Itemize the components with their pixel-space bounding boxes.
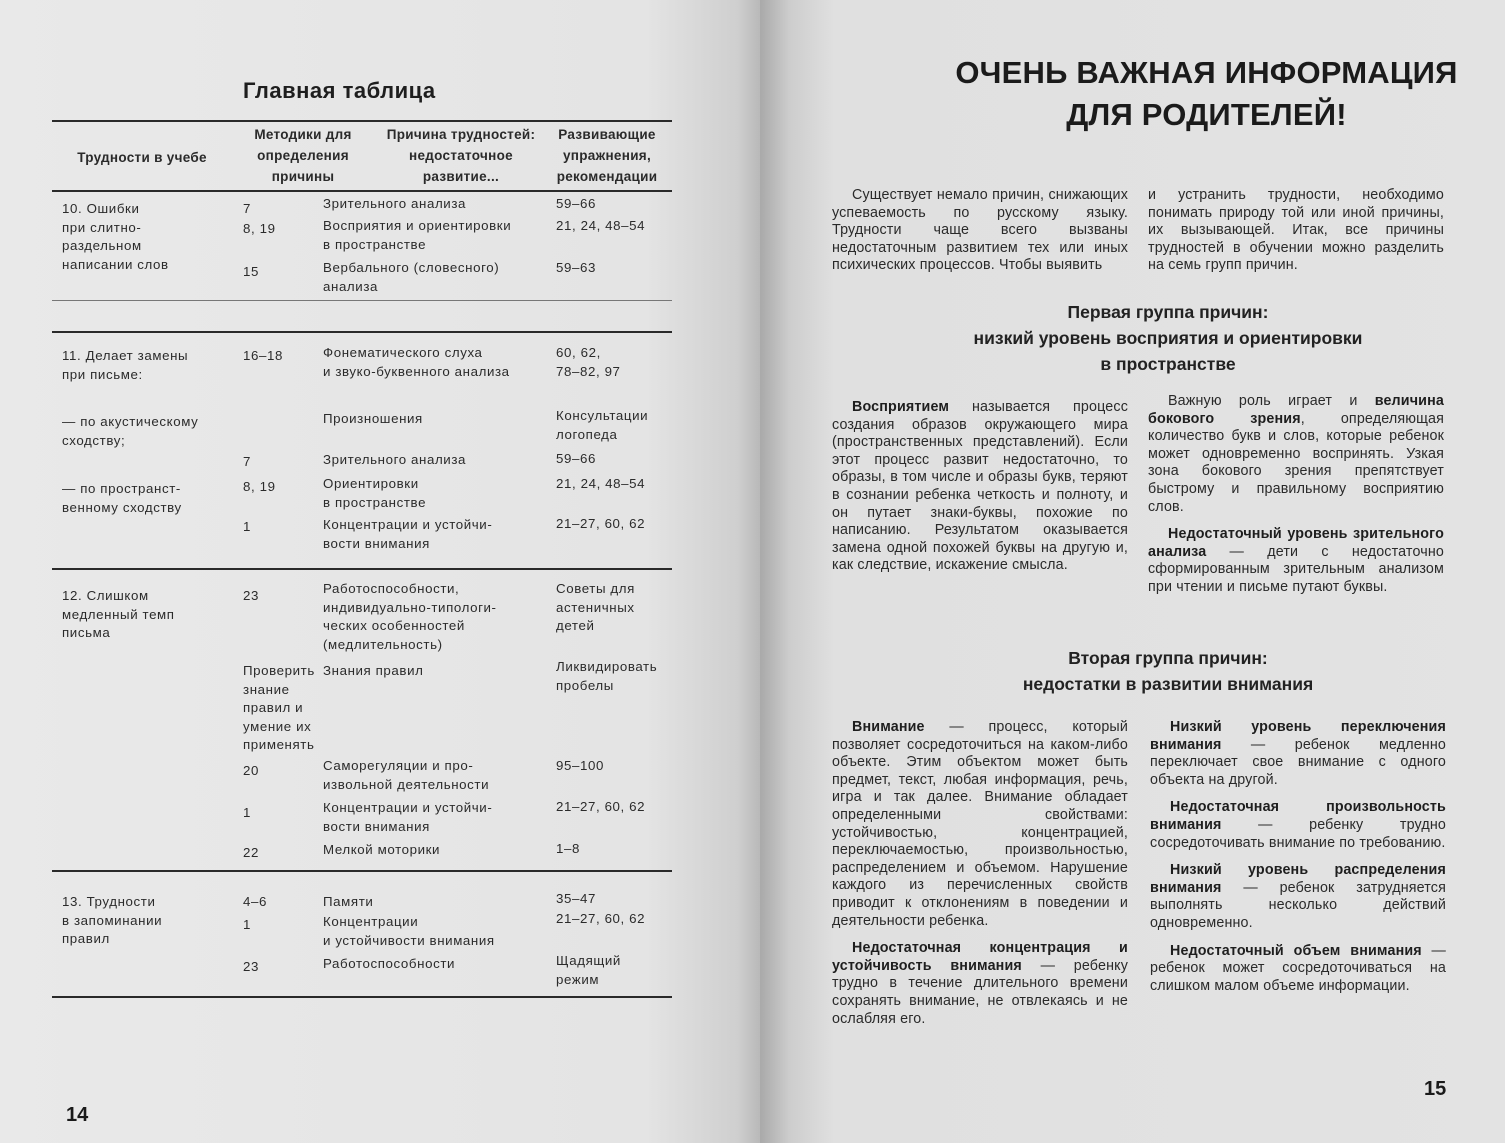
page-number: 14 [66,1104,89,1126]
page-number: 15 [1424,1078,1447,1100]
title-line-2: ДЛЯ РОДИТЕЛЕЙ! [1066,97,1347,132]
cell-exercises: 21, 24, 48–54 [556,218,646,233]
term: Внимание [852,719,925,735]
cell-difficulty: 12. Слишком медленный темп письма [62,588,175,640]
cell-exercises: 21–27, 60, 62 [556,799,646,814]
paragraph [1148,393,1444,516]
cell-exercises: Консультации логопеда [556,408,649,442]
header-rule [52,190,672,192]
paragraph-text: — ребенок может сосредоточиваться на слишком малом объеме информации. [1150,942,1446,994]
intro-right-column [1148,187,1444,285]
cell-method: 1 [243,917,251,932]
right-page [760,0,1505,1143]
paragraph-text: — дети с недостаточно сформированным зрительным анализом при чтении и письме путают буквы. [1148,543,1444,595]
cell-method: 16–18 [243,348,283,363]
row-rule [52,870,672,872]
term: величина бокового зрения [1148,393,1444,427]
cell-cause: Фонематического слуха и звуко-буквенного анализа [323,345,510,379]
cell-cause: Знания правил [323,663,424,678]
section-2-left-column [832,719,1128,1038]
section-1-left-column [832,399,1128,585]
cell-exercises: 21, 24, 48–54 [556,476,646,491]
column-header-cause: Причина трудностей: недостаточное развитие... [386,127,536,184]
cell-difficulty: 11. Делает замены при письме: [62,348,189,382]
column-header-methods: Методики для определения причины [254,127,352,184]
cell-method: 1 [243,519,251,534]
cell-exercises: 60, 62, 78–82, 97 [556,345,621,379]
paragraph [1150,943,1446,996]
cell-method: 1 [243,805,251,820]
paragraph-text: называется процесс создания образов окружающего мира (пространственных представлений). Если этот процесс развит недостаточно, то образы, в том числе и образы букв, теряют в сознании ребенка четкость и полноту, и он путает знаки-буквы, похожие по написанию. Результатом оказывается замена одной похожей буквы на другую и, как следствие, искажение смысла. [832,399,1128,574]
section-1-right-column [1148,393,1444,607]
cell-method: 15 [243,264,259,279]
cell-exercises: Советы для астеничных детей [556,581,635,633]
table-title: Главная таблица [243,78,436,103]
paragraph [832,719,1128,930]
title-line-1: ОЧЕНЬ ВАЖНАЯ ИНФОРМАЦИЯ [955,55,1458,90]
cell-cause: Произношения [323,411,423,426]
paragraph [1150,799,1446,852]
term: Недостаточная произвольность внимания [1150,799,1446,833]
term: Недостаточный объем внимания [1170,942,1422,959]
paragraph-text: — ребенку трудно в течение длительного времени сохранять внимание, не отвлекаясь и не ослабляя его. [832,957,1128,1027]
paragraph-text: — процесс, который позволяет сосредоточиться на каком-либо объекте. Этим объектом может быть предмет, текст, любая информация, речь, игра и так далее. Внимание обладает определенными свойствами: устойчивостью, концентрацией, переключаемостью, произвольностью, распределением и объемом. Нарушение каждого из перечисленных свойств приводит к отклонениям в поведении и деятельности ребенка. [832,719,1128,929]
cell-difficulty: — по пространст- венному сходству [62,481,182,515]
cell-exercises: 59–63 [556,260,596,275]
cell-exercises: 21–27, 60, 62 [556,911,646,926]
intro-paragraph-continued: и устранить трудности, необходимо понимать природу той или иной причины, их вызывающей. Итак, все причины трудностей в обучении можно разделить на семь групп причин. [1148,187,1444,274]
cell-exercises: 21–27, 60, 62 [556,516,646,531]
term: Недостаточный уровень зрительного анализа [1148,526,1444,560]
term: Восприятием [852,399,950,415]
cell-cause: Памяти [323,894,374,909]
cell-cause: Концентрации и устойчи- вости внимания [323,517,493,551]
cell-exercises: Ликвидировать пробелы [556,659,658,693]
page-title [760,52,1505,136]
cell-exercises: 1–8 [556,841,580,856]
cell-method: 8, 19 [243,479,276,494]
cell-difficulty: 13. Трудности в запоминании правил [62,894,163,946]
cell-method: 20 [243,763,259,778]
cell-exercises: 59–66 [556,196,596,211]
cell-method: 4–6 [243,894,267,909]
cell-exercises: 95–100 [556,758,604,773]
cell-method: 8, 19 [243,221,276,236]
cell-cause: Зрительного анализа [323,196,467,211]
cell-cause: Мелкой моторики [323,842,441,857]
paragraph [832,940,1128,1028]
paragraph [1150,862,1446,932]
cell-cause: Работоспособности [323,956,456,971]
cell-cause: Саморегуляции и про- извольной деятельности [323,758,490,792]
cell-exercises: Щадящий режим [556,953,621,987]
cell-method: 7 [243,201,251,216]
term: Низкий уровень переключения внимания [1150,719,1446,753]
section-2-heading: Вторая группа причин: недостатки в развитии внимания [1022,648,1314,694]
paragraph-text: — ребенок медленно переключает свое внимание с одного объекта на другой. [1150,736,1446,788]
paragraph [832,399,1128,575]
table-top-rule [52,120,672,122]
cell-method: 23 [243,588,259,603]
cell-cause: Ориентировки в пространстве [323,476,427,510]
paragraph-text: — ребенку трудно сосредоточивать внимание по требованию. [1150,816,1446,851]
section-1-heading: Первая группа причин: низкий уровень восприятия и ориентировки в пространстве [973,302,1363,374]
column-header-difficulties: Трудности в учебе [77,150,207,165]
cell-cause: Вербального (словесного) анализа [323,260,500,294]
table-bottom-rule [52,996,672,998]
cell-cause: Концентрации и устойчивости внимания [323,914,495,948]
paragraph-text: Важную роль играет и [1168,393,1375,409]
row-rule [52,300,672,301]
cell-cause: Концентрации и устойчи- вости внимания [323,800,493,834]
paragraph [1148,526,1444,596]
cell-cause: Восприятия и ориентировки в пространстве [323,218,512,252]
term: Низкий уровень распределения внимания [1150,862,1446,896]
section-2-right-column [1150,719,1446,1005]
cell-difficulty: — по акустическому сходству; [62,414,199,448]
cell-method: 23 [243,959,259,974]
paragraph-text: , определяющая количество букв и слов, которые ребенок может одновременно воспринять. Узкая зона бокового зрения препятствует быстрому и правильному восприятию слов. [1148,410,1444,515]
row-rule [52,568,672,570]
intro-paragraph: Существует немало причин, снижающих успеваемость по русскому языку. Трудности чаще всего вызваны недостаточным развитием тех или иных психических процессов. Чтобы выявить [832,187,1128,274]
cell-cause: Зрительного анализа [323,452,467,467]
cell-difficulty: 10. Ошибки при слитно- раздельном написании слов [62,201,169,272]
column-header-exercises: Развивающие упражнения, рекомендации [556,127,658,184]
intro-left-column [832,187,1128,285]
paragraph [1150,719,1446,789]
paragraph-text: — ребенок затрудняется выполнять несколько действий одновременно. [1150,879,1446,931]
term: Недостаточная концентрация и устойчивость внимания [832,940,1128,974]
cell-method: Проверить знание правил и умение их применять [243,663,315,752]
cell-cause: Работоспособности, индивидуально-типологи- ческих особенностей (медлительность) [323,581,497,652]
cell-method: 7 [243,454,251,469]
cell-exercises: 35–47 [556,891,596,906]
cell-exercises: 59–66 [556,451,596,466]
cell-method: 22 [243,845,259,860]
row-rule [52,331,672,333]
